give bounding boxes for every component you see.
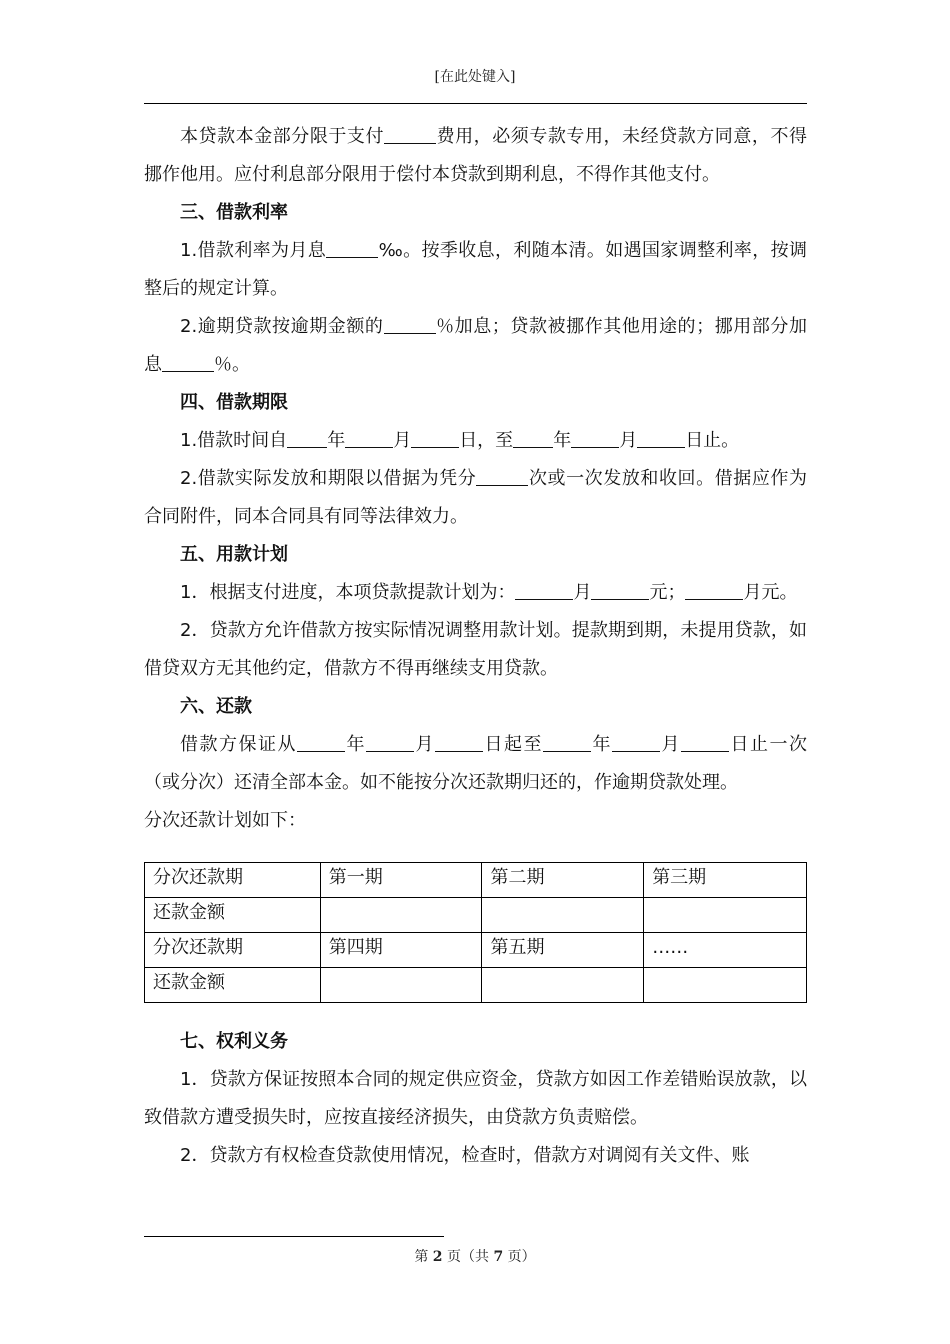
blank-field bbox=[513, 427, 553, 448]
table-row bbox=[145, 968, 807, 1003]
blank-field bbox=[515, 579, 573, 600]
paragraph-loan-period bbox=[144, 422, 807, 460]
paragraph-overdue-interest bbox=[144, 308, 807, 384]
paragraph-loan-use bbox=[144, 118, 807, 194]
text: 年 bbox=[591, 734, 612, 755]
blank-field bbox=[326, 237, 378, 258]
text: 日止一次（或分次）还清全部本金。如不能按分次还款期归还的，作逾期贷款处理。 bbox=[144, 734, 807, 793]
blank-field bbox=[345, 427, 393, 448]
text: 月 bbox=[414, 734, 435, 755]
page-label-suffix: 页） bbox=[507, 1249, 536, 1265]
text: 日止。 bbox=[685, 430, 740, 451]
table-cell: 还款金额 bbox=[145, 898, 321, 933]
blank-field bbox=[384, 123, 436, 144]
section-title-loan-term: 四、借款期限 bbox=[180, 392, 288, 413]
page-number: 2 bbox=[432, 1249, 443, 1265]
blank-field bbox=[543, 731, 591, 752]
text: 日起至 bbox=[483, 734, 543, 755]
text: 月 bbox=[743, 582, 762, 603]
text: 费用，必须专款专用，未经贷款方同意，不得挪作他用。应付利息部分限用于偿付本贷款到期利息，不得作其他支付。 bbox=[144, 126, 807, 185]
text: 2.借款实际发放和期限以借据为凭分 bbox=[180, 468, 477, 489]
text: ％。 bbox=[214, 354, 250, 375]
text: 本贷款本金部分限于支付 bbox=[180, 126, 385, 147]
paragraph-lender-inspection: 2．贷款方有权检查贷款使用情况，检查时，借款方对调阅有关文件、账 bbox=[180, 1145, 750, 1166]
table-cell-empty bbox=[644, 898, 807, 933]
paragraph-repayment-guarantee bbox=[144, 726, 807, 802]
table-row bbox=[145, 863, 807, 898]
page-label-prefix: 第 bbox=[414, 1249, 429, 1265]
blank-field bbox=[476, 465, 528, 486]
table-cell: 第二期 bbox=[482, 863, 644, 898]
blank-field bbox=[591, 579, 649, 600]
text: 月 bbox=[573, 582, 592, 603]
table-cell: 分次还款期 bbox=[145, 863, 321, 898]
text: 元； bbox=[649, 582, 686, 603]
paragraph-installment-intro: 分次还款计划如下： bbox=[144, 810, 306, 831]
blank-field bbox=[685, 579, 743, 600]
text: 日，至 bbox=[459, 430, 514, 451]
page-header: [在此处键入] bbox=[434, 69, 516, 85]
table-cell: 还款金额 bbox=[145, 968, 321, 1003]
table-row bbox=[145, 933, 807, 968]
blank-field bbox=[435, 731, 483, 752]
table-cell: …… bbox=[644, 933, 807, 968]
text: ％加息；贷款被挪作其他用途的；挪用部分加息 bbox=[144, 316, 807, 375]
blank-field bbox=[366, 731, 414, 752]
text: ‰。按季收息，利随本清。如遇国家调整利率，按调整后的规定计算。 bbox=[144, 240, 807, 299]
table-cell-empty bbox=[644, 968, 807, 1003]
blank-field bbox=[162, 351, 214, 372]
text: 次或一次发放和收回。借据应作为合同附件，同本合同具有同等法律效力。 bbox=[144, 468, 807, 527]
blank-field bbox=[612, 731, 660, 752]
table-cell: 第四期 bbox=[320, 933, 482, 968]
blank-field bbox=[411, 427, 459, 448]
table-cell: 第五期 bbox=[482, 933, 644, 968]
header-rule bbox=[144, 103, 807, 104]
blank-field bbox=[571, 427, 619, 448]
table-cell: 第三期 bbox=[644, 863, 807, 898]
text: 借款方保证从 bbox=[180, 734, 297, 755]
document-body bbox=[144, 118, 807, 1175]
paragraph-interest-monthly bbox=[144, 232, 807, 308]
text: 年 bbox=[345, 734, 366, 755]
footer-rule bbox=[144, 1236, 444, 1237]
section-title-rights-obligations: 七、权利义务 bbox=[180, 1031, 288, 1052]
text: 月 bbox=[393, 430, 412, 451]
page-label-mid: 页（共 bbox=[447, 1249, 489, 1265]
text: 元。 bbox=[761, 582, 798, 603]
table-cell: 第一期 bbox=[320, 863, 482, 898]
text: 1．根据支付进度，本项贷款提款计划为： bbox=[180, 582, 516, 603]
table-cell-empty bbox=[320, 968, 482, 1003]
text: 2.逾期贷款按逾期金额的 bbox=[180, 316, 384, 337]
text: 月 bbox=[660, 734, 681, 755]
section-title-interest-rate: 三、借款利率 bbox=[180, 202, 288, 223]
blank-field bbox=[637, 427, 685, 448]
table-cell-empty bbox=[320, 898, 482, 933]
text: 1.借款时间自 bbox=[180, 430, 288, 451]
table-row bbox=[145, 898, 807, 933]
text: 1.借款利率为月息 bbox=[180, 240, 327, 261]
blank-field bbox=[384, 313, 436, 334]
blank-field bbox=[287, 427, 327, 448]
repayment-schedule-table bbox=[144, 862, 807, 1003]
table-cell-empty bbox=[482, 898, 644, 933]
blank-field bbox=[681, 731, 729, 752]
text: 年 bbox=[327, 430, 346, 451]
text: 年 bbox=[553, 430, 572, 451]
table-cell: 分次还款期 bbox=[145, 933, 321, 968]
paragraph-drawdown-plan bbox=[144, 574, 807, 612]
paragraph-loan-disbursement bbox=[144, 460, 807, 536]
paragraph-plan-adjustment: 2．贷款方允许借款方按实际情况调整用款计划。提款期到期，未提用贷款，如借贷双方无其他约定，借款方不得再继续支用贷款。 bbox=[144, 620, 807, 679]
text: 月 bbox=[619, 430, 638, 451]
paragraph-lender-guarantee: 1．贷款方保证按照本合同的规定供应资金，贷款方如因工作差错贻误放款，以致借款方遭受损失时，应按直接经济损失，由贷款方负责赔偿。 bbox=[144, 1069, 807, 1128]
section-title-usage-plan: 五、用款计划 bbox=[180, 544, 288, 565]
page-total: 7 bbox=[493, 1249, 504, 1265]
blank-field bbox=[297, 731, 345, 752]
page-footer bbox=[0, 1246, 950, 1266]
table-cell-empty bbox=[482, 968, 644, 1003]
section-title-repayment: 六、还款 bbox=[180, 696, 252, 717]
